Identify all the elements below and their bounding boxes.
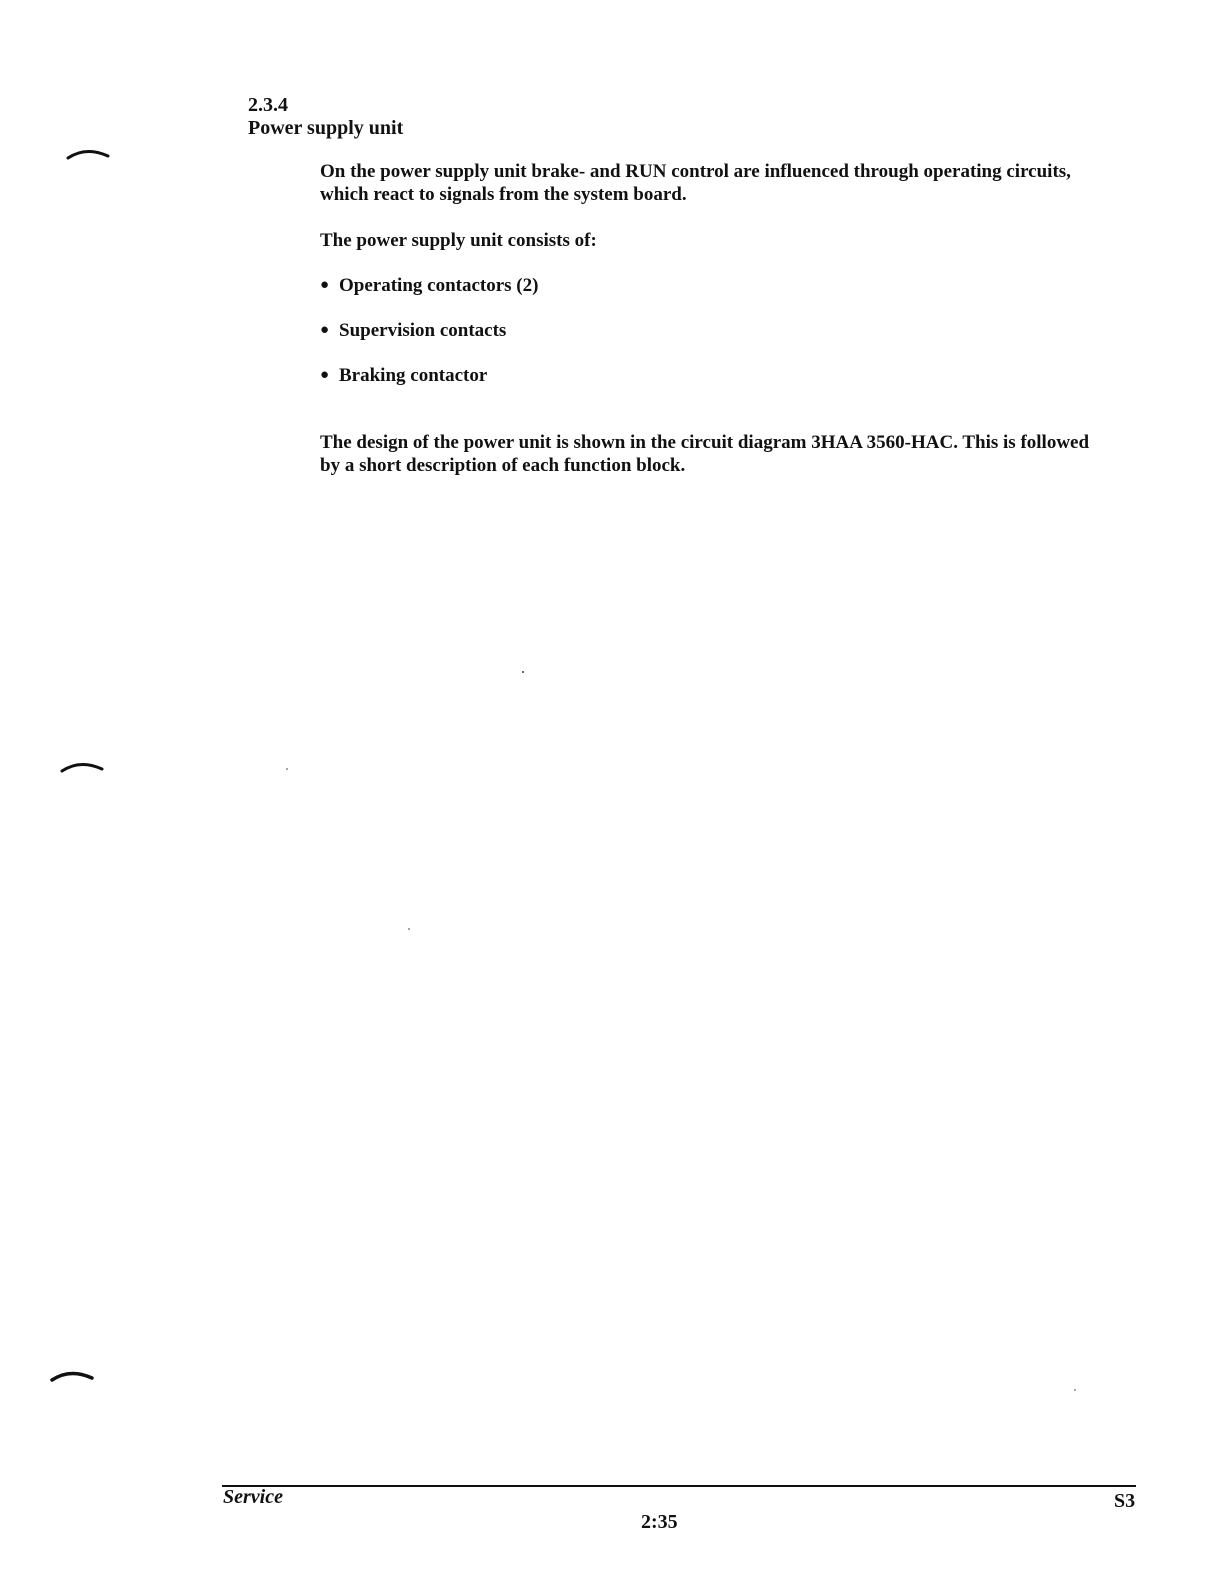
footer-manual-name: Service	[223, 1486, 283, 1508]
consists-heading: The power supply unit consists of:	[320, 230, 597, 251]
punch-mark-icon	[60, 757, 110, 777]
list-item-label: Supervision contacts	[339, 320, 507, 341]
footer-page-number: 2:35	[641, 1511, 678, 1533]
list-item	[320, 319, 538, 364]
component-list	[320, 274, 538, 409]
design-paragraph: The design of the power unit is shown in the circuit diagram 3HAA 3560-HAC. This is followed by a short description of each function block.	[320, 432, 1090, 476]
bullet-icon: ●	[320, 322, 330, 338]
list-item	[320, 364, 538, 409]
punch-mark-icon	[50, 1366, 100, 1386]
bullet-icon: ●	[320, 277, 330, 293]
footer-section-code: S3	[1114, 1490, 1136, 1512]
scan-speck	[408, 928, 410, 930]
intro-paragraph: On the power supply unit brake- and RUN control are influenced through operating circuits, which react to signals from the system board.	[320, 161, 1071, 205]
scan-speck	[286, 768, 288, 770]
bullet-icon: ●	[320, 367, 330, 383]
section-title: Power supply unit	[248, 117, 404, 139]
footer-rule	[222, 1485, 1136, 1487]
section-number: 2.3.4	[248, 94, 288, 116]
scan-speck	[522, 671, 524, 673]
scan-speck	[1074, 1389, 1076, 1391]
list-item-label: Braking contactor	[339, 365, 488, 386]
list-item-label: Operating contactors (2)	[339, 275, 539, 296]
punch-mark-icon	[66, 144, 116, 164]
list-item	[320, 274, 538, 319]
